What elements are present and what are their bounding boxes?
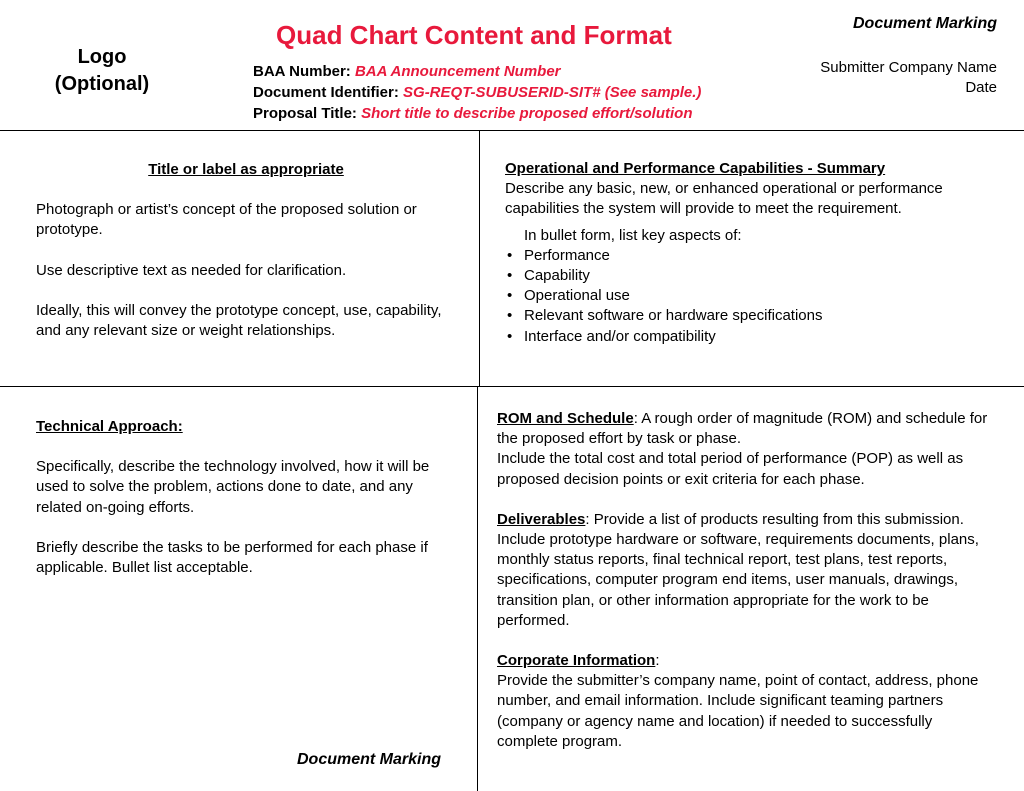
list-item: • Capability [507, 267, 590, 285]
logo-placeholder [40, 44, 164, 98]
quadrant-top-right [505, 159, 975, 347]
quadrant-bottom-left [36, 417, 461, 578]
document-marking-bottom: Document Marking [297, 751, 442, 768]
lower-vertical-divider [477, 387, 478, 791]
middle-divider [0, 386, 1024, 387]
proposal-title-label: Proposal Title: [253, 105, 357, 122]
list-item: • Relevant software or hardware specifications [507, 307, 823, 325]
list-item: • Performance [507, 246, 610, 264]
q2-description: Describe any basic, new, or enhanced operational or performance capabilities the system will provide to meet the requirement. [505, 180, 943, 218]
corporate-info-colon: : [655, 652, 660, 670]
q1-paragraph-1: Photograph or artist’s concept of the proposed solution or prototype. [36, 201, 417, 239]
logo-line-2: (Optional) [54, 73, 150, 95]
deliverables-paragraph [497, 510, 997, 631]
q2-title: Operational and Performance Capabilities - Summary [505, 160, 886, 177]
bullet-capability: Capability [524, 267, 590, 285]
deliverables-text: : Provide a list of products resulting from this submission. Include prototype hardware or software, requirements documents, plans, monthly status reports, final technical report, test plans, test reports, specifications, computer program end items, user manuals, drawings, transition plan, or other information appropriate for the work to be performed. [497, 510, 979, 629]
quadrant-bottom-right [497, 409, 997, 752]
proposal-title-row [253, 103, 701, 124]
document-identifier-row [253, 82, 701, 103]
document-identifier-label: Document Identifier: [253, 84, 399, 101]
list-item: • Operational use [507, 287, 630, 305]
corporate-info-text: Provide the submitter’s company name, point of contact, address, phone number, and email information. Include significant teaming partners (company or agency name and location) if needed to successfully complete program. [497, 672, 979, 750]
submitter-block [820, 58, 997, 98]
q3-title: Technical Approach: [36, 418, 183, 435]
rom-schedule-label: ROM and Schedule [497, 410, 634, 427]
list-item: • Interface and/or compatibility [507, 327, 716, 345]
document-identifier-note: (See sample.) [604, 84, 702, 101]
corporate-info-label: Corporate Information [497, 652, 656, 670]
proposal-title-value: Short title to describe proposed effort/solution [361, 105, 693, 122]
logo-line-1: Logo [77, 46, 127, 68]
submitter-company-name: Submitter Company Name [820, 59, 997, 76]
baa-number-row [253, 61, 701, 82]
rom-schedule-paragraph [497, 409, 997, 449]
q3-paragraph-2: Briefly describe the tasks to be performed for each phase if applicable. Bullet list acceptable. [36, 538, 428, 577]
q2-bullet-intro: In bullet form, list key aspects of: [524, 226, 742, 244]
upper-vertical-divider [479, 130, 480, 387]
bullet-operational-use: Operational use [524, 287, 630, 305]
bullet-interface: Interface and/or compatibility [524, 327, 716, 345]
baa-number-label: BAA Number: [253, 63, 351, 80]
q1-title: Title or label as appropriate [148, 161, 344, 178]
q1-paragraph-3: Ideally, this will convey the prototype concept, use, capability, and any relevant size or weight relationships. [36, 301, 442, 340]
baa-number-value: BAA Announcement Number [354, 63, 561, 80]
page-title: Quad Chart Content and Format [276, 20, 672, 50]
q1-paragraph-2: Use descriptive text as needed for clarification. [36, 261, 347, 279]
q3-paragraph-1: Specifically, describe the technology involved, how it will be used to solve the problem, actions done to date, and any related on-going efforts. [36, 458, 430, 516]
document-identifier-value: SG-REQT-SUBUSERID-SIT# [403, 84, 601, 101]
q2-bullet-list [505, 246, 975, 347]
corporate-info-heading [497, 651, 997, 671]
rom-schedule-paragraph-2: Include the total cost and total period of performance (POP) as well as proposed decision points or exit criteria for each phase. [497, 450, 964, 488]
bullet-performance: Performance [524, 246, 610, 264]
bullet-software-hardware: Relevant software or hardware specifications [524, 307, 823, 325]
header-divider [0, 130, 1024, 131]
submission-date: Date [965, 79, 997, 96]
quadrant-top-left [36, 160, 456, 341]
document-marking-top: Document Marking [852, 15, 997, 32]
header-fields [253, 61, 701, 124]
deliverables-label: Deliverables [497, 510, 586, 528]
rom-schedule-text: : A rough order of magnitude (ROM) and schedule for the proposed effort by task or phase. [497, 410, 988, 448]
